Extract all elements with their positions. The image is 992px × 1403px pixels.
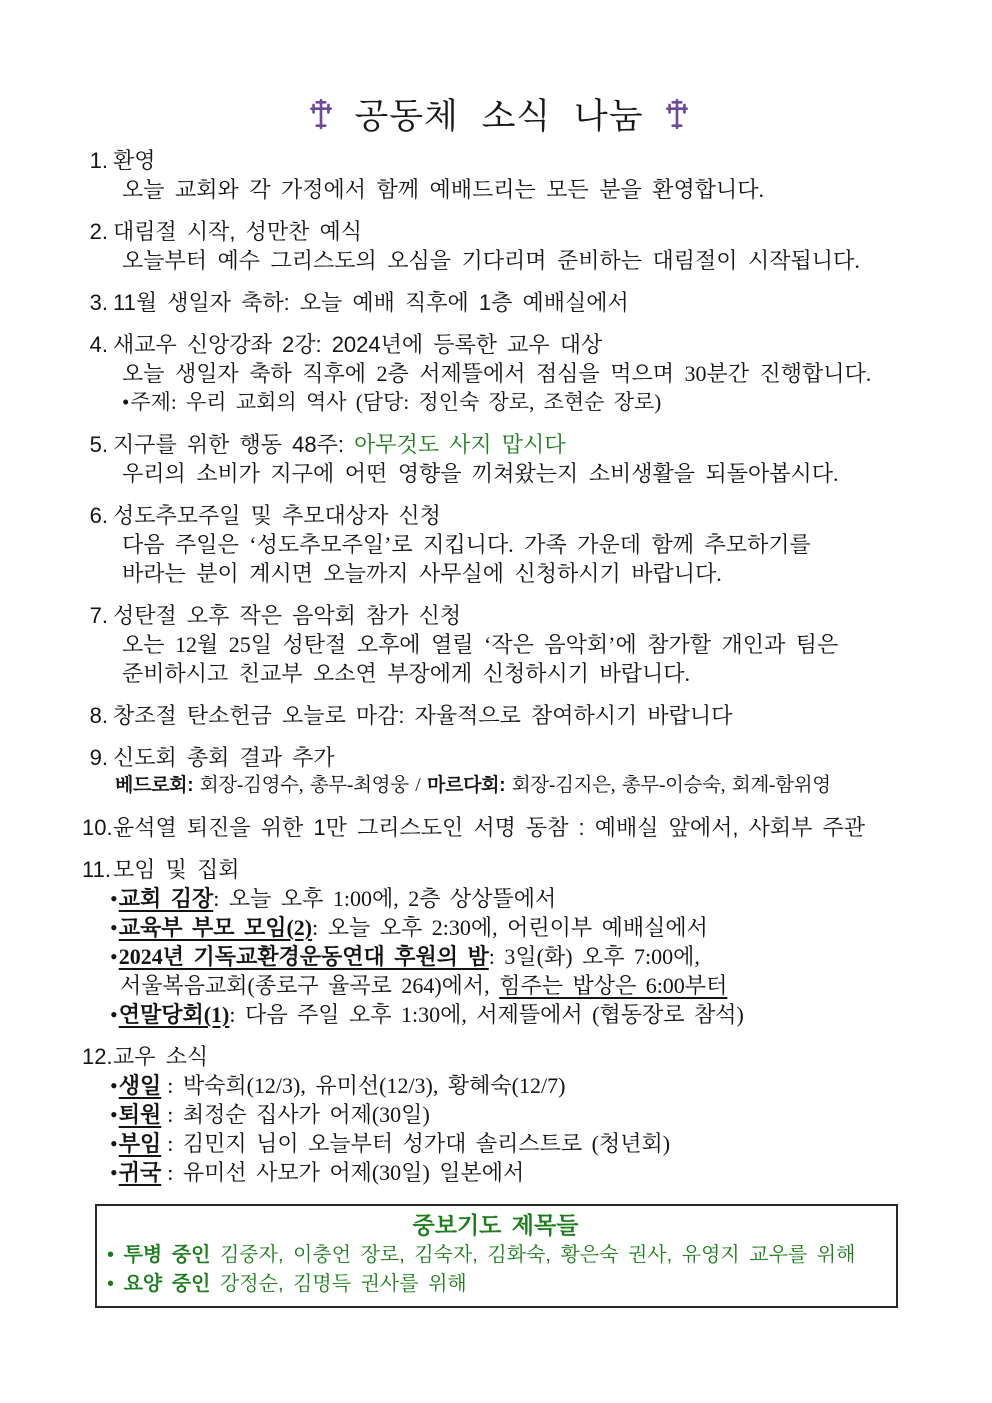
member-news-return — [110, 1158, 916, 1187]
member-news-discharge — [110, 1100, 916, 1129]
item-6-body-1: 다음 주일은 ‘성도추모주일’로 지킵니다. 가족 가운데 함께 추모하기를 — [122, 532, 811, 557]
item-1-welcome — [82, 146, 916, 204]
bullet-glyph: • — [110, 944, 118, 969]
prayer-box — [95, 1204, 898, 1308]
member-news-appointment — [110, 1129, 916, 1158]
news-sep: : — [167, 1102, 174, 1127]
item-5-title-green: 아무것도 사지 맙시다 — [354, 432, 566, 457]
bullet-glyph: • — [110, 915, 118, 940]
prayer-line-care — [107, 1270, 884, 1299]
item-3-header — [82, 288, 916, 317]
meeting-text: 3일(화) 오후 7:00에, — [504, 944, 700, 969]
page-title-text: 공동체 소식 나눔 — [354, 97, 644, 136]
item-6-body-2: 바라는 분이 계시면 오늘까지 사무실에 신청하시기 바랍니다. — [122, 561, 722, 586]
item-title: 윤석열 퇴진을 위한 1만 그리스도인 서명 동참 : 예배실 앞에서, 사회부 주관 — [113, 815, 866, 840]
item-1-header — [82, 146, 916, 175]
item-title: 신도회 총회 결과 추가 — [113, 745, 335, 770]
meeting-text: 오늘 오후 1:00에, 2층 상상뜰에서 — [228, 886, 557, 911]
item-2-body: 오늘부터 예수 그리스도의 오심을 기다리며 준비하는 대림절이 시작됩니다. — [122, 248, 860, 273]
item-title: 모임 및 집회 — [113, 857, 240, 882]
club-1-label: 베드로회: — [115, 775, 194, 796]
club-1-detail: 회장-김영수, 총무-최영웅 / — [199, 775, 421, 796]
news-sep: : — [167, 1131, 174, 1156]
page-title — [82, 90, 916, 138]
meeting-eco-night-continuation — [120, 971, 916, 1000]
bullet-glyph: • — [107, 1244, 115, 1266]
item-title: 교우 소식 — [113, 1044, 209, 1069]
bullet-glyph: • — [110, 1131, 118, 1156]
item-4-topic-line — [122, 388, 916, 417]
item-7-christmas-concert — [82, 601, 916, 688]
item-12-member-news — [82, 1042, 916, 1187]
item-number: 1. — [89, 148, 108, 173]
item-11-meetings — [82, 855, 916, 1029]
item-number: 11. — [82, 857, 111, 882]
item-7-body-1: 오는 12월 25일 성탄절 오후에 열릴 ‘작은 음악회’에 참가할 개인과 팀은 — [122, 632, 839, 657]
item-4-body: 오늘 생일자 축하 직후에 2층 서제뜰에서 점심을 먹으며 30분간 진행합니다. — [122, 361, 872, 386]
item-title: 성탄절 오후 작은 음악회 참가 신청 — [113, 603, 462, 628]
item-title: 대림절 시작, 성만찬 예식 — [113, 219, 362, 244]
item-title: 환영 — [113, 148, 156, 173]
news-text: 최정순 집사가 어제(30일) — [182, 1102, 430, 1127]
item-number: 6. — [89, 503, 108, 528]
item-10-header — [82, 813, 916, 842]
news-label: 생일 — [118, 1073, 162, 1098]
item-number: 9. — [89, 745, 108, 770]
prayer-text: 김중자, 이충언 장로, 김숙자, 김화숙, 황은숙 권사, 유영지 교우를 위해 — [219, 1244, 856, 1266]
item-title: 11월 생일자 축하: 오늘 예배 직후에 1층 예배실에서 — [113, 290, 629, 315]
meeting-bullet-parents — [110, 913, 916, 942]
news-sep: : — [167, 1160, 174, 1185]
item-number: 2. — [89, 219, 108, 244]
item-12-header — [82, 1042, 916, 1071]
meeting-label: 2024년 기독교환경운동연대 후원의 밤 — [118, 944, 489, 969]
item-1-body: 오늘 교회와 각 가정에서 함께 예배드리는 모든 분을 환영합니다. — [122, 177, 765, 202]
item-number: 3. — [89, 290, 108, 315]
news-sep: : — [167, 1073, 174, 1098]
item-4-newcomer-class — [82, 330, 916, 417]
item-6-header — [82, 501, 916, 530]
meeting-sep: : — [488, 944, 495, 969]
item-number: 7. — [89, 603, 108, 628]
item-11-header — [82, 855, 916, 884]
meeting-sep: : — [229, 1002, 236, 1027]
item-8-header — [82, 701, 916, 730]
news-text: 박숙희(12/3), 유미선(12/3), 황혜숙(12/7) — [182, 1073, 566, 1098]
item-5-body: 우리의 소비가 지구에 어떤 영향을 끼쳐왔는지 소비생활을 되돌아봅시다. — [122, 461, 839, 486]
item-number: 12. — [82, 1044, 113, 1069]
news-text: 김민지 님이 오늘부터 성가대 솔리스트로 (청년회) — [182, 1131, 671, 1156]
item-5-earth-action — [82, 430, 916, 488]
item-4-topic: 주제: 우리 교회의 역사 (담당: 정인숙 장로, 조현순 장로) — [130, 390, 662, 414]
item-title — [113, 430, 916, 459]
item-2-header — [82, 217, 916, 246]
club-2-detail: 회장-김지은, 총무-이승숙, 회계-함위영 — [511, 775, 831, 796]
meeting-text: 오늘 오후 2:30에, 어린이부 예배실에서 — [327, 915, 708, 940]
meeting-sep: : — [213, 886, 220, 911]
item-2-advent — [82, 217, 916, 275]
item-9-header — [82, 743, 916, 772]
item-title: 성도추모주일 및 추모대상자 신청 — [113, 503, 441, 528]
item-number: 4. — [89, 332, 108, 357]
item-7-header — [82, 601, 916, 630]
item-9-club-line — [115, 772, 916, 800]
cross-crosslet-right-icon — [664, 97, 690, 131]
meeting-sep: : — [312, 915, 319, 940]
meeting-cont-underline: 힘주는 밥상은 6:00부터 — [499, 973, 728, 998]
bullet-glyph: • — [107, 1273, 115, 1295]
item-3-birthday — [82, 288, 916, 317]
news-label: 귀국 — [118, 1160, 162, 1185]
prayer-line-sick — [107, 1241, 884, 1270]
meeting-bullet-kimjang — [110, 884, 916, 913]
item-number: 10. — [82, 815, 113, 840]
item-10-signature-campaign — [82, 813, 916, 842]
item-9-council-results — [82, 743, 916, 800]
prayer-box-title: 중보기도 제목들 — [412, 1212, 579, 1238]
meeting-cont-plain: 서울복음교회(종로구 율곡로 264)에서, — [120, 973, 490, 998]
prayer-label: 투병 중인 — [123, 1244, 211, 1266]
bullet-glyph: • — [110, 886, 118, 911]
item-4-header — [82, 330, 916, 359]
bullet-glyph: • — [122, 390, 130, 414]
item-number: 5. — [89, 432, 108, 457]
item-5-header — [82, 430, 916, 459]
meeting-bullet-session — [110, 1000, 916, 1029]
bullet-glyph: • — [110, 1160, 118, 1185]
member-news-birthday — [110, 1071, 916, 1100]
item-title: 새교우 신앙강좌 2강: 2024년에 등록한 교우 대상 — [113, 332, 603, 357]
prayer-text: 강정순, 김명득 권사를 위해 — [219, 1273, 467, 1295]
item-title: 창조절 탄소헌금 오늘로 마감: 자율적으로 참여하시기 바랍니다 — [113, 703, 733, 728]
bullet-glyph: • — [110, 1002, 118, 1027]
club-2-label: 마르다회: — [427, 775, 506, 796]
meeting-label: 교회 김장 — [118, 886, 214, 911]
bullet-glyph: • — [110, 1073, 118, 1098]
item-8-carbon-offering — [82, 701, 916, 730]
meeting-bullet-eco-night — [110, 942, 916, 971]
item-7-body-2: 준비하시고 친교부 오소연 부장에게 신청하시기 바랍니다. — [122, 661, 691, 686]
prayer-label: 요양 중인 — [123, 1273, 211, 1295]
item-5-title-black: 지구를 위한 행동 48주: — [113, 432, 344, 457]
news-text: 유미선 사모가 어제(30일) 일본에서 — [182, 1160, 525, 1185]
news-label: 부임 — [118, 1131, 162, 1156]
meeting-text: 다음 주일 오후 1:30에, 서제뜰에서 (협동장로 참석) — [245, 1002, 744, 1027]
item-6-memorial-sunday — [82, 501, 916, 588]
meeting-label: 교육부 부모 모임(2) — [118, 915, 313, 940]
meeting-label: 연말당회(1) — [118, 1002, 230, 1027]
bullet-glyph: • — [110, 1102, 118, 1127]
item-number: 8. — [89, 703, 108, 728]
cross-crosslet-left-icon — [308, 97, 334, 131]
news-label: 퇴원 — [118, 1102, 162, 1127]
